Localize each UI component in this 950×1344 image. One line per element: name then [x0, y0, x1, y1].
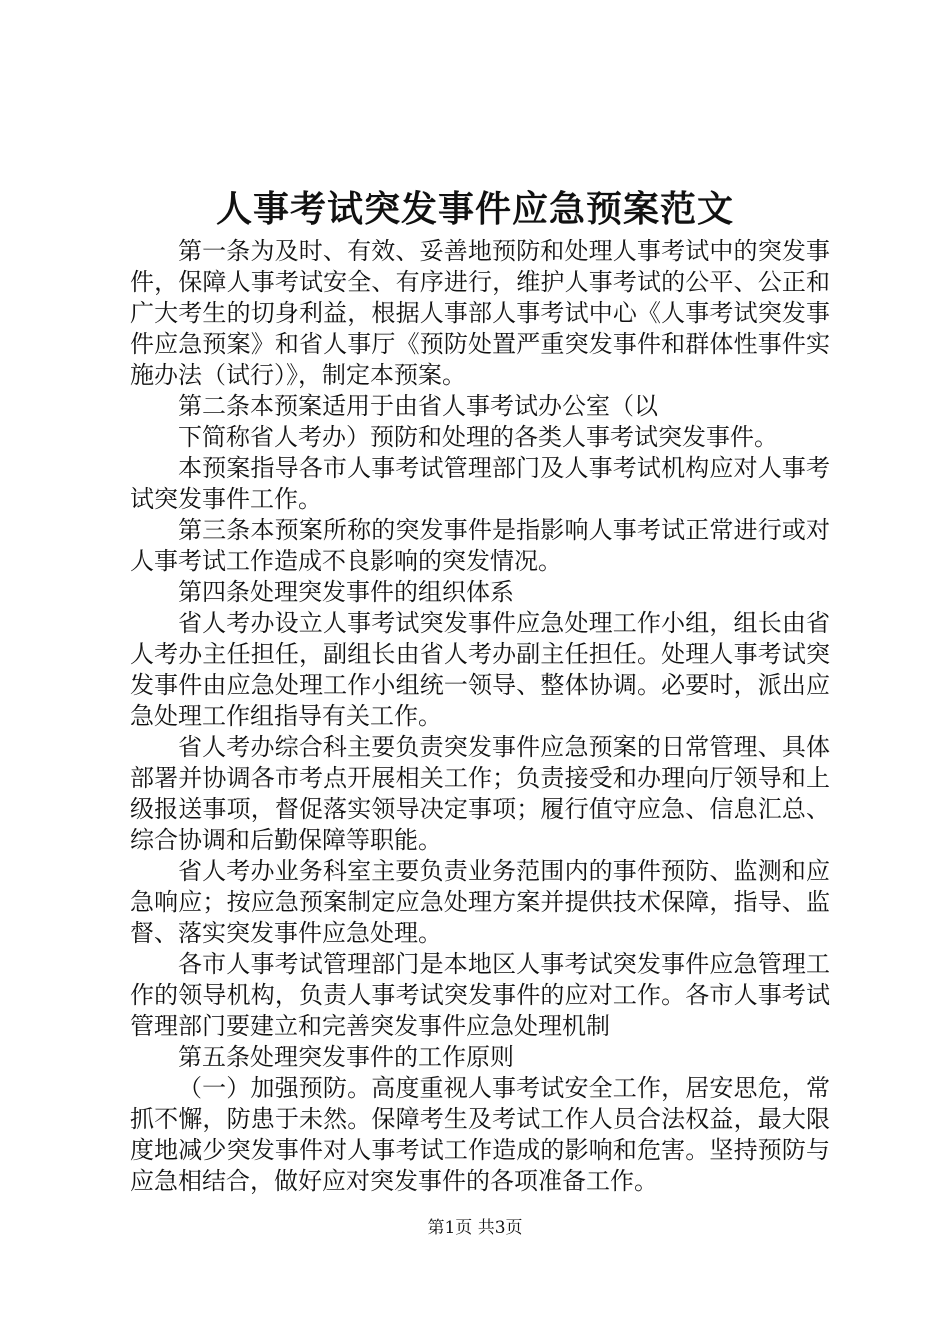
- paragraph-scope: 本预案指导各市人事考试管理部门及人事考试机构应对人事考试突发事件工作。: [130, 454, 830, 513]
- paragraph-principle-1: （一）加强预防。高度重视人事考试安全工作，居安思危，常抓不懈，防患于未然。保障考生及考试工作人员合法权益，最大限度地减少突发事件对人事考试工作造成的影响和危害。坚持预防与应急相结合，做好应对突发事件的各项准备工作。: [130, 1074, 830, 1195]
- paragraph-article-1: 第一条为及时、有效、妥善地预防和处理人事考试中的突发事件，保障人事考试安全、有序进行，维护人事考试的公平、公正和广大考生的切身利益，根据人事部人事考试中心《人事考试突发事件应急预案》和省人事厅《预防处置严重突发事件和群体性事件实施办法（试行）》，制定本预案。: [130, 237, 830, 389]
- paragraph-article-2-continued: 下简称省人考办）预防和处理的各类人事考试突发事件。: [178, 423, 778, 451]
- document-body: [130, 236, 830, 1197]
- paragraph-article-3: 第三条本预案所称的突发事件是指影响人事考试正常进行或对人事考试工作造成不良影响的突发情况。: [130, 516, 830, 575]
- paragraph-business-section: 省人考办业务科室主要负责业务范围内的事件预防、监测和应急响应；按应急预案制定应急处理方案并提供技术保障，指导、监督、落实突发事件应急处理。: [130, 857, 830, 947]
- document-title: 人事考试突发事件应急预案范文: [215, 188, 734, 230]
- paragraph-city-departments: 各市人事考试管理部门是本地区人事考试突发事件应急管理工作的领导机构，负责人事考试突发事件的应对工作。各市人事考试管理部门要建立和完善突发事件应急处理机制: [130, 950, 830, 1040]
- page-number-footer: 第1页 共3页: [427, 1218, 523, 1238]
- paragraph-general-section: 省人考办综合科主要负责突发事件应急预案的日常管理、具体部署并协调各市考点开展相关工作；负责接受和办理向厅领导和上级报送事项，督促落实领导决定事项；履行值守应急、信息汇总、综合协调和后勤保障等职能。: [130, 733, 830, 854]
- paragraph-working-group: 省人考办设立人事考试突发事件应急处理工作小组，组长由省人考办主任担任，副组长由省人考办副主任担任。处理人事考试突发事件由应急处理工作小组统一领导、整体协调。必要时，派出应急处理工作组指导有关工作。: [130, 609, 830, 730]
- paragraph-article-2-start: 第二条本预案适用于由省人事考试办公室（以: [178, 392, 658, 420]
- paragraph-article-4-heading: 第四条处理突发事件的组织体系: [178, 578, 514, 606]
- paragraph-article-5-heading: 第五条处理突发事件的工作原则: [178, 1043, 514, 1071]
